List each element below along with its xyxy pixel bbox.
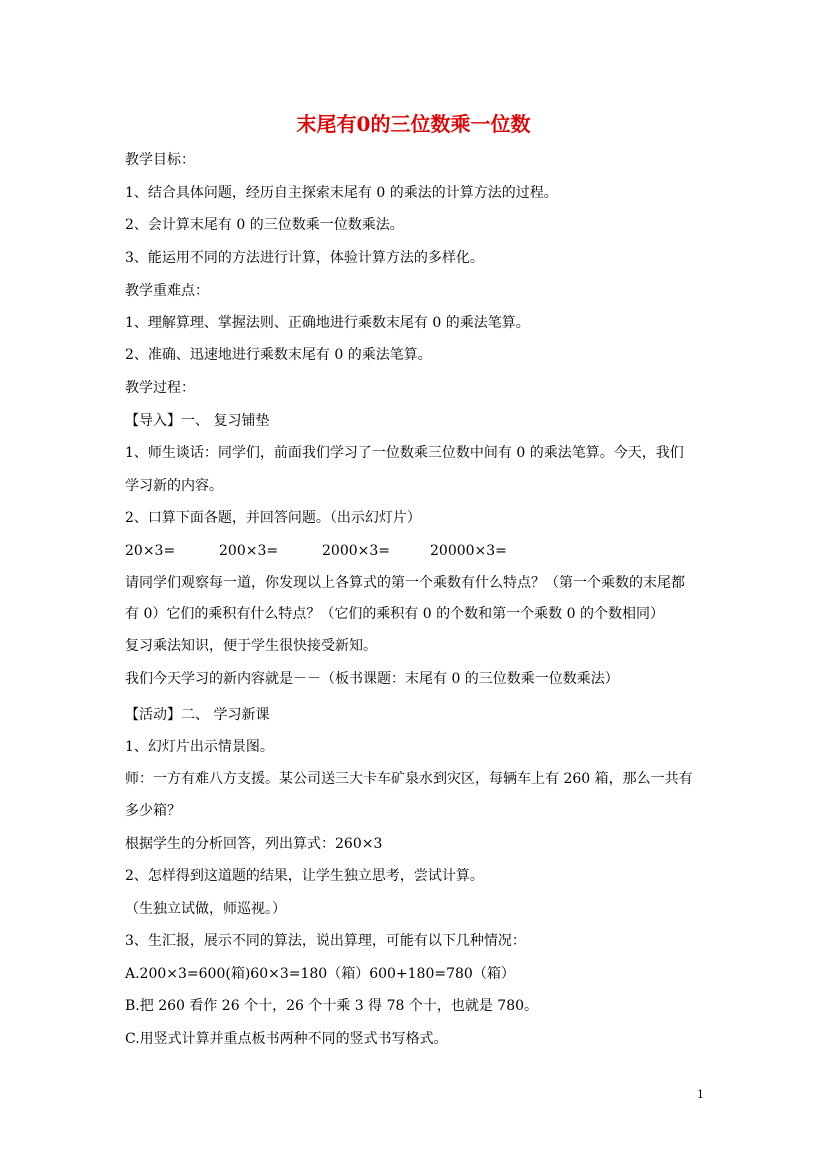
page-number: 1: [697, 1088, 704, 1101]
text-line: 2、准确、迅速地进行乘数末尾有 0 的乘法笔算。: [125, 347, 432, 363]
text-line: （生独立试做，师巡视。）: [125, 901, 286, 917]
text-line: 学习新的内容。: [125, 478, 223, 494]
text-line: 教学目标：: [125, 152, 195, 168]
text-line: 师：一方有难八方支援。某公司送三大卡车矿泉水到灾区，每辆车上有 260 箱，那么一共有: [125, 771, 693, 787]
text-line: 多少箱？: [125, 803, 181, 819]
text-line: A.200×3=600(箱)60×3=180（箱）600+180=780（箱）: [125, 966, 515, 982]
calc-item: 20×3=: [125, 543, 176, 559]
text-line: 有 0）它们的乘积有什么特点？（它们的乘积有 0 的个数和第一个乘数 0 的个数相同）: [125, 606, 664, 622]
text-line: 1、理解算理、掌握法则、正确地进行乘数末尾有 0 的乘法笔算。: [125, 315, 530, 331]
text-line: 复习乘法知识，便于学生很快接受新知。: [125, 638, 377, 654]
text-line: 请同学们观察每一道，你发现以上各算式的第一个乘数有什么特点？（第一个乘数的末尾都: [125, 575, 685, 591]
text-line: 1、结合具体问题，经历自主探索末尾有 0 的乘法的计算方法的过程。: [125, 185, 558, 201]
document-title: 末尾有0的三位数乘一位数: [296, 112, 531, 136]
text-line: 教学过程：: [125, 380, 195, 396]
text-line: 教学重难点：: [125, 283, 209, 299]
calc-item: 20000×3=: [430, 543, 507, 559]
text-line: C.用竖式计算并重点板书两种不同的竖式书写格式。: [125, 1031, 448, 1047]
calc-item: 2000×3=: [322, 543, 390, 559]
text-line: 1、师生谈话：同学们，前面我们学习了一位数乘三位数中间有 0 的乘法笔算。今天，我们: [125, 445, 684, 461]
text-line: 2、会计算末尾有 0 的三位数乘一位数乘法。: [125, 217, 404, 233]
text-line: 3、生汇报，展示不同的算法，说出算理，可能有以下几种情况：: [125, 933, 526, 949]
text-line: 2、口算下面各题，并回答问题。（出示幻灯片）: [125, 510, 421, 526]
text-line: 我们今天学习的新内容就是－－（板书课题：末尾有 0 的三位数乘一位数乘法）: [125, 671, 619, 687]
text-line: B.把 260 看作 26 个十，26 个十乘 3 得 78 个十，也就是 780。: [125, 998, 539, 1014]
text-line: 1、幻灯片出示情景图。: [125, 739, 274, 755]
text-line: 2、怎样得到这道题的结果，让学生独立思考，尝试计算。: [125, 868, 484, 884]
calc-row: [125, 542, 507, 560]
text-line: 【导入】一、 复习铺垫: [125, 413, 270, 429]
calc-item: 200×3=: [219, 543, 279, 559]
text-line: 【活动】二、 学习新课: [125, 707, 270, 723]
text-line: 3、能运用不同的方法进行计算，体验计算方法的多样化。: [125, 250, 484, 266]
text-line: 根据学生的分析回答，列出算式：260×3: [125, 836, 383, 852]
